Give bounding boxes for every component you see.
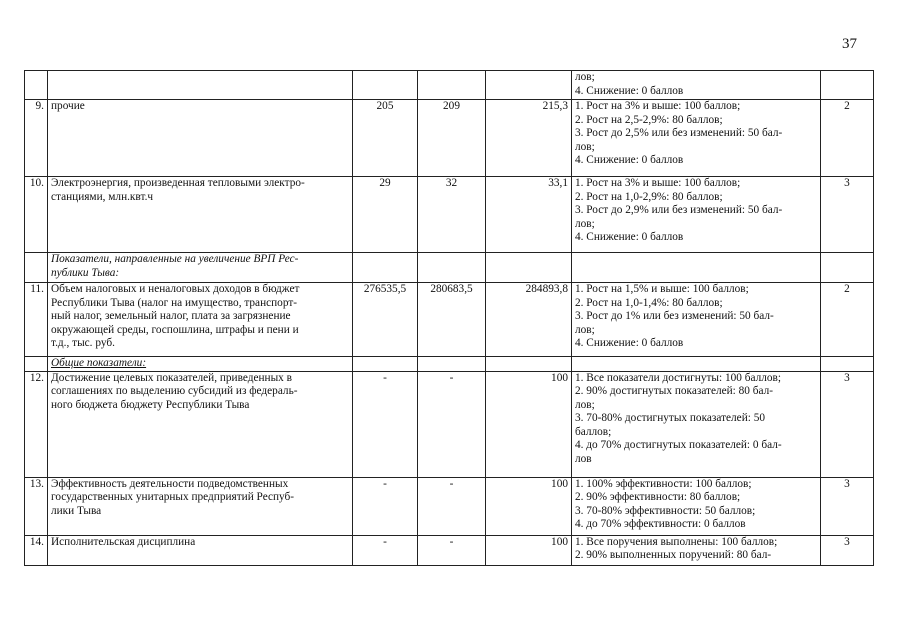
value-1: - bbox=[353, 477, 418, 535]
row-number: 9. bbox=[25, 100, 48, 177]
page-number: 37 bbox=[842, 36, 857, 52]
table-row bbox=[25, 177, 874, 253]
value-1: 276535,5 bbox=[353, 283, 418, 357]
row-number: 11. bbox=[25, 283, 48, 357]
weight bbox=[821, 71, 874, 100]
scoring-criteria: 1. Рост на 3% и выше: 100 баллов; 2. Рост на 2,5-2,9%: 80 баллов; 3. Рост до 2,5% или без изменений: 50 бал- лов; 4. Снижение: 0 баллов bbox=[572, 100, 821, 177]
weight: 3 bbox=[821, 177, 874, 253]
indicators-table bbox=[24, 70, 874, 566]
section-heading bbox=[48, 357, 353, 372]
row-number: 13. bbox=[25, 477, 48, 535]
weight: 3 bbox=[821, 477, 874, 535]
value-3: 33,1 bbox=[486, 177, 572, 253]
value-1 bbox=[353, 71, 418, 100]
value-3: 215,3 bbox=[486, 100, 572, 177]
section-heading-text: Показатели, направленные на увеличение ВРП Рес- публики Тыва: bbox=[51, 253, 299, 279]
value-1: - bbox=[353, 535, 418, 565]
row-number bbox=[25, 71, 48, 100]
value-2022-cell bbox=[486, 253, 572, 283]
row-number-cell bbox=[25, 253, 48, 283]
value-2020-cell bbox=[353, 357, 418, 372]
value-1: 29 bbox=[353, 177, 418, 253]
value-2020-cell bbox=[353, 253, 418, 283]
value-2 bbox=[418, 71, 486, 100]
value-3: 100 bbox=[486, 535, 572, 565]
row-number: 12. bbox=[25, 371, 48, 477]
table-row bbox=[25, 283, 874, 357]
indicator-name: Электроэнергия, произведенная тепловыми электро- станциями, млн.квт.ч bbox=[48, 177, 353, 253]
section-row bbox=[25, 357, 874, 372]
table-row bbox=[25, 71, 874, 100]
criteria-cell bbox=[572, 357, 821, 372]
section-row bbox=[25, 253, 874, 283]
indicator-name: Объем налоговых и неналоговых доходов в бюджет Республики Тыва (налог на имущество, транспорт- ный налог, земельный налог, плата за загрязнение окружающей среды, госпошлина, штрафы и пени и т.д., тыс. руб. bbox=[48, 283, 353, 357]
value-2021-cell bbox=[418, 253, 486, 283]
row-number: 14. bbox=[25, 535, 48, 565]
value-2022-cell bbox=[486, 357, 572, 372]
value-1: - bbox=[353, 371, 418, 477]
value-2: 209 bbox=[418, 100, 486, 177]
scoring-criteria: 1. Все показатели достигнуты: 100 баллов; 2. 90% достигнутых показателей: 80 бал- лов; 3. 70-80% достигнутых показателей: 50 баллов; 4. до 70% достигнутых показателей: 0 бал- лов bbox=[572, 371, 821, 477]
row-number: 10. bbox=[25, 177, 48, 253]
scoring-criteria: 1. Все поручения выполнены: 100 баллов; 2. 90% выполненных поручений: 80 бал- bbox=[572, 535, 821, 565]
scoring-criteria: лов; 4. Снижение: 0 баллов bbox=[572, 71, 821, 100]
value-1: 205 bbox=[353, 100, 418, 177]
indicator-name: прочие bbox=[48, 100, 353, 177]
weight: 3 bbox=[821, 535, 874, 565]
indicator-name: Исполнительская дисциплина bbox=[48, 535, 353, 565]
indicator-name: Эффективность деятельности подведомственных государственных унитарных предприятий Респуб- лики Тыва bbox=[48, 477, 353, 535]
table-row bbox=[25, 371, 874, 477]
scoring-criteria: 1. Рост на 1,5% и выше: 100 баллов; 2. Рост на 1,0-1,4%: 80 баллов; 3. Рост до 1% или без изменений: 50 бал- лов; 4. Снижение: 0 баллов bbox=[572, 283, 821, 357]
weight: 2 bbox=[821, 100, 874, 177]
weight-cell bbox=[821, 357, 874, 372]
table-row bbox=[25, 100, 874, 177]
value-2: - bbox=[418, 371, 486, 477]
value-3 bbox=[486, 71, 572, 100]
value-2021-cell bbox=[418, 357, 486, 372]
criteria-cell bbox=[572, 253, 821, 283]
weight-cell bbox=[821, 253, 874, 283]
section-heading bbox=[48, 253, 353, 283]
table-row bbox=[25, 535, 874, 565]
indicator-name bbox=[48, 71, 353, 100]
section-heading-text: Общие показатели: bbox=[51, 357, 147, 369]
value-3: 284893,8 bbox=[486, 283, 572, 357]
value-3: 100 bbox=[486, 477, 572, 535]
weight: 3 bbox=[821, 371, 874, 477]
indicator-name: Достижение целевых показателей, приведенных в соглашениях по выделению субсидий из федераль- ного бюджета бюджету Республики Тыва bbox=[48, 371, 353, 477]
value-2: 32 bbox=[418, 177, 486, 253]
row-number-cell bbox=[25, 357, 48, 372]
scoring-criteria: 1. 100% эффективности: 100 баллов; 2. 90% эффективности: 80 баллов; 3. 70-80% эффективности: 50 баллов; 4. до 70% эффективности: 0 баллов bbox=[572, 477, 821, 535]
value-2: - bbox=[418, 535, 486, 565]
value-2: - bbox=[418, 477, 486, 535]
table-row bbox=[25, 477, 874, 535]
value-3: 100 bbox=[486, 371, 572, 477]
value-2: 280683,5 bbox=[418, 283, 486, 357]
weight: 2 bbox=[821, 283, 874, 357]
scoring-criteria: 1. Рост на 3% и выше: 100 баллов; 2. Рост на 1,0-2,9%: 80 баллов; 3. Рост до 2,9% или без изменений: 50 бал- лов; 4. Снижение: 0 баллов bbox=[572, 177, 821, 253]
